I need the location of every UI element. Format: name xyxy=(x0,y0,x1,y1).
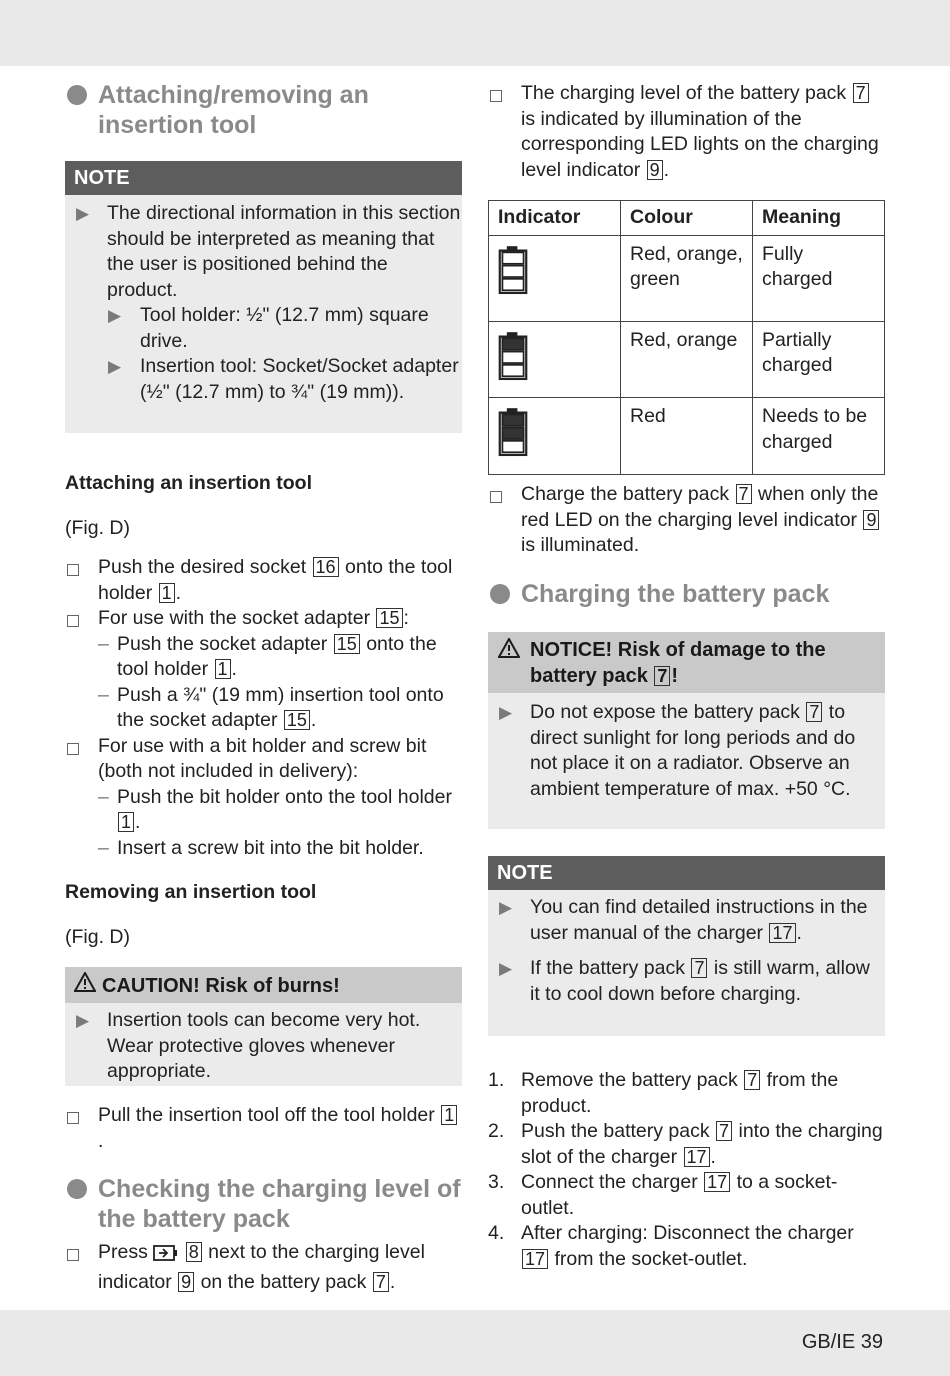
checkbox-bullet-icon xyxy=(67,743,79,755)
ref-number: 9 xyxy=(647,160,663,180)
fig-reference: (Fig. D) xyxy=(65,926,130,948)
note-box xyxy=(65,161,462,433)
checkbox-bullet-icon xyxy=(67,1112,79,1124)
page-number: GB/IE 39 xyxy=(801,1331,883,1353)
list-item: Press 8 next to the charging level indicator 9 on the battery pack 7 . xyxy=(65,1240,462,1295)
list-subitem: – Insert a screw bit into the bit holder. xyxy=(98,836,424,859)
indicator-table xyxy=(488,200,885,475)
ref-number: 1 xyxy=(118,812,134,832)
ref-number: 17 xyxy=(769,923,795,943)
triangle-bullet-icon: ▶ xyxy=(499,898,513,917)
list-item: Pull the insertion tool off the tool holder 1. xyxy=(65,1103,462,1154)
table-row xyxy=(489,235,885,321)
caution-label: CAUTION! Risk of burns! xyxy=(65,967,462,1003)
table-cell-colour: Red, orange, green xyxy=(621,235,753,321)
table-cell-meaning: Needs to be charged xyxy=(753,398,885,475)
press-step xyxy=(65,1240,462,1295)
charging-level-info xyxy=(488,81,885,183)
list-item: Push the desired socket 16 onto the tool holder 1 . xyxy=(65,555,462,606)
ref-number: 7 xyxy=(853,83,869,103)
list-subitem: – Push the bit holder onto the tool holder 1 . xyxy=(98,785,452,833)
ref-number: 17 xyxy=(704,1172,730,1192)
ref-number: 15 xyxy=(376,608,402,628)
checkbox-bullet-icon xyxy=(490,90,502,102)
numbered-step: 2. Push the battery pack 7 into the charging slot of the charger 17 . xyxy=(488,1120,883,1168)
section-bullet-icon xyxy=(67,85,87,105)
ref-number: 15 xyxy=(284,710,310,730)
ref-number: 9 xyxy=(863,510,879,530)
table-row xyxy=(489,321,885,398)
numbered-step: 3. Connect the charger 17 to a socket-outlet. xyxy=(488,1171,838,1219)
battery-segment xyxy=(502,278,523,289)
attach-steps xyxy=(65,555,462,861)
heading-attaching: Attaching an insertion tool xyxy=(65,472,312,494)
caution-box xyxy=(65,967,462,1086)
table-header-row xyxy=(489,201,885,236)
ref-number: 1 xyxy=(441,1105,457,1125)
fig-reference: (Fig. D) xyxy=(65,517,130,539)
battery-level-icon xyxy=(489,321,621,398)
ref-number: 7 xyxy=(373,1272,389,1292)
numbered-step: 4. After charging: Disconnect the charger 17 from the socket-outlet. xyxy=(488,1222,854,1270)
battery-level-icon xyxy=(489,398,621,475)
table-cell-meaning: Fully charged xyxy=(753,235,885,321)
battery-segment xyxy=(502,338,523,349)
battery-segment xyxy=(502,252,523,263)
table-cell-colour: Red xyxy=(621,398,753,475)
charge-step xyxy=(488,482,885,559)
battery-segment xyxy=(502,441,523,452)
battery-button-icon xyxy=(153,1244,179,1270)
note-box-charger xyxy=(488,856,885,1036)
section-title-checking: Checking the charging level of the battery pack xyxy=(65,1174,462,1234)
list-subitem: – Push the socket adapter 15 onto the tool holder 1 . xyxy=(98,632,437,680)
ref-number: 7 xyxy=(691,958,707,978)
ref-number: 17 xyxy=(684,1147,710,1167)
triangle-bullet-icon: ▶ xyxy=(76,204,90,223)
table-cell-colour: Red, orange xyxy=(621,321,753,398)
ref-number: 17 xyxy=(522,1249,548,1269)
battery-segment xyxy=(502,265,523,276)
charging-steps xyxy=(488,1068,885,1272)
notice-box xyxy=(488,632,885,829)
note-item: ▶ You can find detailed instructions in the user manual of the charger 17 . xyxy=(499,896,868,944)
note-label: NOTE xyxy=(488,856,885,890)
caution-item: ▶ Insertion tools can become very hot. Wear protective gloves whenever appropriate. xyxy=(76,1009,421,1082)
list-item: Charge the battery pack 7 when only the red LED on the charging level indicator 9 is illuminated. xyxy=(488,482,885,559)
table-header: Colour xyxy=(621,201,753,236)
numbered-step: 1. Remove the battery pack 7 from the product. xyxy=(488,1069,839,1117)
ref-number: 7 xyxy=(736,484,752,504)
battery-segment xyxy=(502,351,523,362)
battery-segment xyxy=(502,428,523,439)
triangle-bullet-icon: ▶ xyxy=(108,306,122,325)
ref-number: 7 xyxy=(716,1121,732,1141)
ref-number: 8 xyxy=(186,1242,202,1262)
checkbox-bullet-icon xyxy=(67,615,79,627)
triangle-bullet-icon: ▶ xyxy=(76,1011,90,1030)
pull-step xyxy=(65,1103,462,1154)
ref-number: 15 xyxy=(334,634,360,654)
section-bullet-icon xyxy=(490,584,510,604)
notice-item: ▶ Do not expose the battery pack 7 to direct sunlight for long periods and do not place it on a radiator. Observe an ambient temperature of max. +50 °C. xyxy=(499,701,856,800)
ref-number: 7 xyxy=(744,1070,760,1090)
note-subitem: ▶ Tool holder: ½" (12.7 mm) square drive. xyxy=(108,304,429,352)
notice-label: NOTICE! Risk of damage to the battery pack 7 ! xyxy=(488,632,885,693)
table-cell-meaning: Partially charged xyxy=(753,321,885,398)
section-bullet-icon xyxy=(67,1179,87,1199)
heading-removing: Removing an insertion tool xyxy=(65,881,317,903)
checkbox-bullet-icon xyxy=(67,564,79,576)
section-title-charging: Charging the battery pack xyxy=(488,579,885,609)
triangle-bullet-icon: ▶ xyxy=(499,703,513,722)
ref-number: 1 xyxy=(215,659,231,679)
triangle-bullet-icon: ▶ xyxy=(499,959,513,978)
warning-icon xyxy=(74,972,96,999)
ref-number: 1 xyxy=(159,583,175,603)
battery-segment xyxy=(502,414,523,425)
table-row xyxy=(489,398,885,475)
table-header: Indicator xyxy=(489,201,621,236)
battery-segment xyxy=(502,364,523,375)
list-item: For use with the socket adapter 15 : xyxy=(65,606,462,632)
section-title-attaching: Attaching/removing an insertion tool xyxy=(65,80,462,140)
checkbox-bullet-icon xyxy=(490,491,502,503)
list-item: The charging level of the battery pack 7 is indicated by illumination of the corresponding LED lights on the charging level indicator 9 . xyxy=(488,81,885,183)
ref-number: 16 xyxy=(313,557,339,577)
note-item: ▶ If the battery pack 7 is still warm, allow it to cool down before charging. xyxy=(499,957,870,1005)
warning-icon xyxy=(498,638,520,665)
triangle-bullet-icon: ▶ xyxy=(108,357,122,376)
note-subitem: ▶ Insertion tool: Socket/Socket adapter (½" (12.7 mm) to ¾" (19 mm)). xyxy=(108,355,459,403)
list-subitem: – Push a ¾" (19 mm) insertion tool onto the socket adapter 15 . xyxy=(98,683,444,731)
ref-number: 7 xyxy=(806,702,822,722)
list-item: For use with a bit holder and screw bit (both not included in delivery): xyxy=(65,734,462,785)
table-header: Meaning xyxy=(753,201,885,236)
header-band xyxy=(0,0,950,66)
note-label: NOTE xyxy=(65,161,462,195)
battery-level-icon xyxy=(489,235,621,321)
checkbox-bullet-icon xyxy=(67,1249,79,1261)
ref-number: 9 xyxy=(178,1272,194,1292)
ref-number: 7 xyxy=(654,666,670,686)
note-item: ▶ The directional information in this section should be interpreted as meaning that the user is positioned behind the product. xyxy=(76,202,461,301)
